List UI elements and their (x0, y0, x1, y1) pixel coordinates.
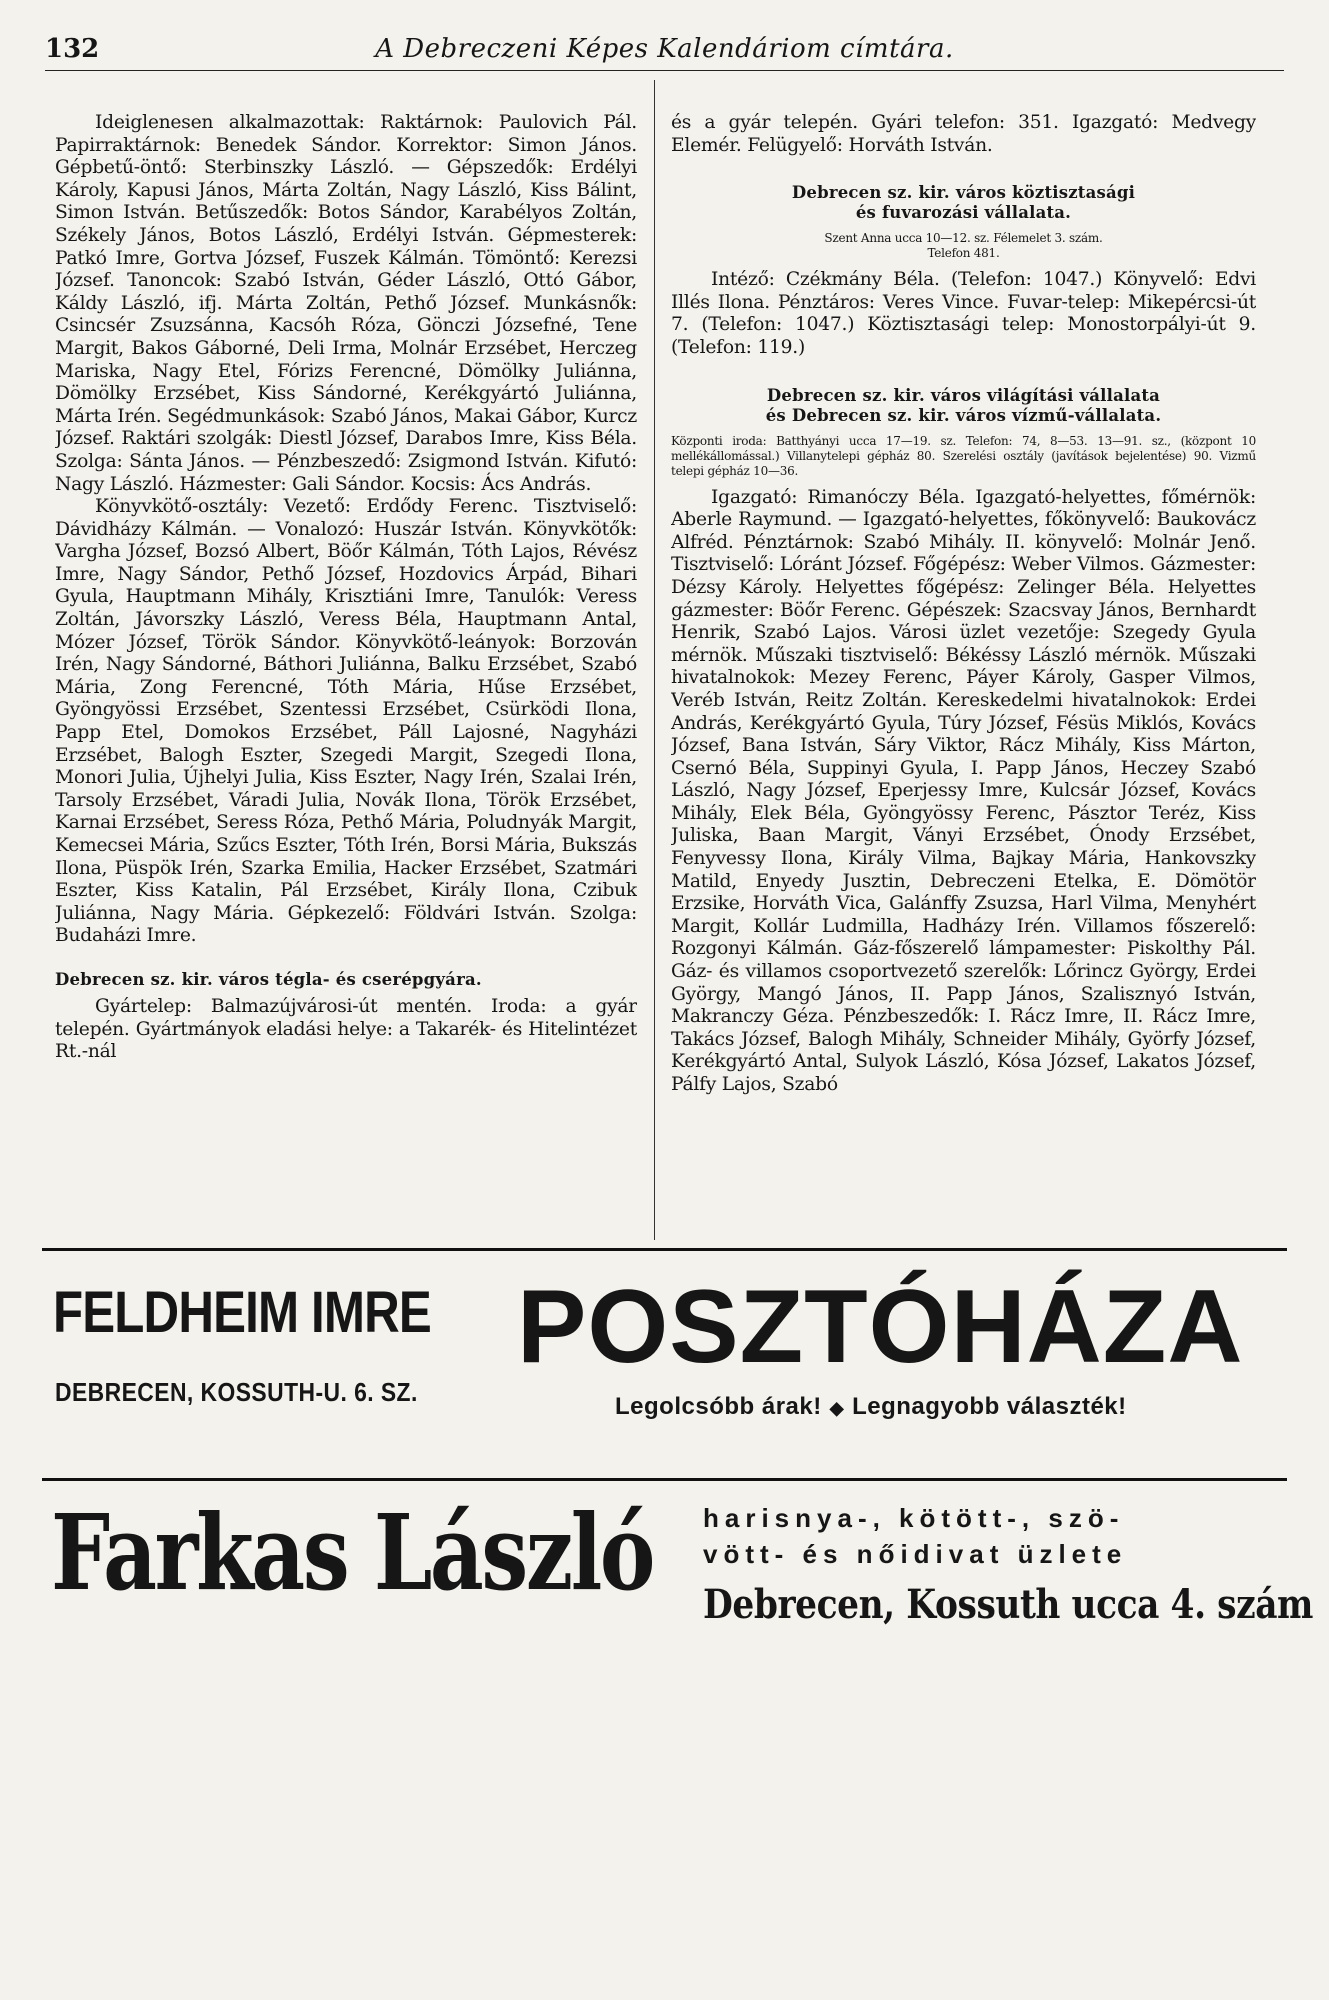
advert-feldheim-store: POSZTÓHÁZA (517, 1269, 1244, 1385)
advert-feldheim-tagline (615, 1393, 1127, 1421)
sanitation-heading-line1: Debrecen sz. kir. város köztisztasági (791, 183, 1136, 203)
utilities-office-info: Központi iroda: Batthyányi ucca 17—19. sz. Telefon: 74, 8—53. 13—91. sz., (központ 10 mellékállomással.) Villanytelepi gépház 80. Szerelési osztály (javítások bejelentése) 90. Vizmű telepi gépház 10—36. (671, 433, 1256, 478)
bookbinding-staff-paragraph: Könyvkötő-osztály: Vezető: Erdődy Ferenc. Tisztviselő: Dávidházy Kálmán. — Vonalozó: Huszár István. Könyvkötők: Vargha József, Bozsó Albert, Böőr Kálmán, Tóth Lajos, Révész Imre, Nagy Sándor, Pethő József, Hozdovics Árpád, Bihari Gyula, Hauptmann Mihály, Krisztiáni Imre, Tanulók: Veress Zoltán, Jávorszky László, Veress Béla, Hauptmann Antal, Mózer József, Török Sándor. Könyvkötő-leányok: Borzován Irén, Nagy Sándorné, Báthori Juliánna, Balku Erzsébet, Szabó Mária, Zong Ferencné, Tóth Mária, Hűse Erzsébet, Gyöngyössi Erzsébet, Szentessi Erzsébet, Csürködi Ilona, Papp Etel, Domokos Erzsébet, Páll Lajosné, Nagyházi Erzsébet, Balogh Eszter, Szegedi Margit, Szegedi Ilona, Monori Julia, Újhelyi Julia, Kiss Eszter, Nagy Irén, Szalai Irén, Tarsoly Erzsébet, Váradi Julia, Novák Ilona, Török Erzsébet, Karnai Erzsébet, Seress Róza, Pethő Mária, Poludnyák Margit, Kemecsei Mária, Szűcs Eszter, Tóth Irén, Borsi Mária, Bukszás Ilona, Püspök Irén, Szarka Emilia, Hacker Erzsébet, Szatmári Eszter, Kiss Katalin, Pál Erzsébet, Király Ilona, Czibuk Juliánna, Nagy Mária. Gépkezelő: Földvári István. Szolga: Budaházi Imre. (55, 496, 637, 947)
advert-top-rule (42, 1248, 1287, 1251)
advert-farkas-name: Farkas László (51, 1491, 654, 1614)
page-number: 132 (45, 34, 100, 64)
left-column (55, 112, 637, 1238)
diamond-separator-icon: ◆ (829, 1398, 845, 1418)
utilities-heading (671, 386, 1256, 426)
utilities-text: Igazgató: Rimanóczy Béla. Igazgató-helyettes, főmérnök: Aberle Raymund. — Igazgató-helyettes, főkönyvelő: Baukovácz Alfréd. Pénztárnok: Szabó Mihály. II. könyvelő: Molnár Jenő. Tisztviselő: Lóránt József. Főgépész: Weber Vilmos. Gázmester: Dézsy Károly. Helyettes főgépész: Zelinger Béla. Helyettes gázmester: Böőr Ferenc. Gépészek: Szacsvay János, Bernhardt Henrik, Szabó Lajos. Városi üzlet vezetője: Szegedy Gyula mérnök. Műszaki tisztviselő: Békéssy László mérnök. Műszaki hivatalnokok: Mezey Ferenc, Páyer Károly, Gasper Vilmos, Veréb István, Reitz Zoltán. Kereskedelmi hivatalnokok: Erdei András, Kerékgyártó Gyula, Túry József, Fésüs Miklós, Kovács József, Bana István, Sáry Viktor, Rácz Mihály, Kiss Márton, Csernó Béla, Suppinyi Gyula, I. Papp János, Heczey Szabó László, Nagy József, Eperjessy Imre, Kulcsár József, Kovács Mihály, Elek Béla, Gyöngyössy Ferenc, Pásztor Teréz, Kiss Juliska, Baan Margit, Ványi Erzsébet, Ónody Erzsébet, Fenyvessy Ilona, Király Vilma, Bajkay Mária, Hankovszky Matild, Enyedy Jusztin, Debreczeni Etelka, E. Dömötör Erzsike, Horváth Vica, Galánffy Zsuzsa, Harl Vilma, Menyhért Margit, Kollár Ludmilla, Hadházy Irén. Villamos főszerelő: Rozgonyi Kálmán. Gáz-főszerelő lámpamester: Piskolthy Pál. Gáz- és villamos csoportvezető szerelők: Lőrincz György, Erdei György, Mangó János, II. Papp János, Szalisznyó István, Makranczy Géza. Pénzbeszedők: I. Rácz Imre, II. Rácz Imre, Takács József, Balogh Mihály, Schneider Mihály, Györfy József, Kerékgyártó Antal, Sulyok László, Kósa József, Lakatos József, Pálfy Lajos, Szabó (671, 486, 1256, 1095)
advert-feldheim-name: FELDHEIM IMRE (53, 1280, 431, 1345)
brick-factory-continuation: és a gyár telepén. Gyári telefon: 351. Igazgató: Medvegy Elemér. Felügyelő: Horváth István. (671, 112, 1256, 156)
tagline-cheapest: Legolcsóbb árak! (615, 1393, 822, 1420)
utilities-heading-line2: és Debrecen sz. kir. város vízmű-vállalata. (765, 405, 1162, 425)
advert-feldheim-address: DEBRECEN, KOSSUTH-U. 6. SZ. (55, 1377, 418, 1407)
right-column (671, 112, 1256, 1238)
sanitation-heading (671, 183, 1256, 223)
sanitation-address (671, 231, 1256, 261)
column-divider (654, 80, 655, 1240)
print-shop-staff-paragraph: Ideiglenesen alkalmazottak: Raktárnok: Paulovich Pál. Papirraktárnok: Benedek Sándor. Korrektor: Simon János. Gépbetű-öntő: Sterbinszky László. — Gépszedők: Erdélyi Károly, Kapusi János, Márta Zoltán, Nagy László, Kiss Bálint, Simon István. Betűszedők: Botos Sándor, Karabélyos Zoltán, Székely János, Botos László, Erdélyi István. Gépmesterek: Patkó Imre, Gortva József, Fuszek Kálmán. Tömöntő: Kerezsi József. Tanoncok: Szabó István, Géder László, Ottó Gábor, Káldy László, ifj. Márta Zoltán, Pethő József. Munkásnők: Csincsér Zsuzsánna, Kacsóh Róza, Gönczi Józsefné, Tene Margit, Bakos Gáborné, Deli Irma, Molnár Erzsébet, Herczeg Mariska, Nagy Etel, Fórizs Ferencné, Dömölky Juliánna, Dömölky Erzsébet, Kiss Sándorné, Kerékgyártó Juliánna, Márta Irén. Segédmunkások: Szabó János, Makai Gábor, Kurcz József. Raktári szolgák: Diestl József, Darabos Imre, Kiss Béla. Szolga: Sánta János. — Pénzbeszedő: Zsigmond István. Kifutó: Nagy László. Házmester: Gali Sándor. Kocsis: Ács András. (55, 112, 637, 495)
tagline-largest-selection: Legnagyobb választék! (852, 1393, 1127, 1420)
sanitation-address-line1: Szent Anna ucca 10—12. sz. Félemelet 3. szám. (824, 231, 1103, 246)
running-title: A Debreczeni Képes Kalendáriom címtára. (375, 34, 954, 64)
advert-farkas-line1: harisnya-, kötött-, szö- (703, 1503, 1125, 1533)
advert-farkas (45, 1491, 1314, 1707)
advert-farkas-address: Debrecen, Kossuth ucca 4. szám (703, 1581, 1314, 1628)
sanitation-text: Intéző: Czékmány Béla. (Telefon: 1047.) Könyvelő: Edvi Illés Ilona. Pénztáros: Veres Vince. Fuvar-telep: Mikepércsi-út 7. (Telefon: 1047.) Köztisztasági telep: Monostorpályi-út 9. (Telefon: 119.) (671, 269, 1256, 358)
advert-middle-rule (42, 1478, 1287, 1481)
brick-factory-heading: Debrecen sz. kir. város tégla- és cserépgyára. (55, 969, 482, 989)
sanitation-address-line2: Telefon 481. (927, 246, 1000, 261)
advert-farkas-line2: vött- és nőidivat üzlete (703, 1539, 1128, 1569)
advert-feldheim (45, 1265, 1290, 1470)
brick-factory-text: Gyártelep: Balmazújvárosi-út mentén. Iroda: a gyár telepén. Gyártmányok eladási helye: a Takarék- és Hitelintézet Rt.-nál (55, 995, 637, 1063)
sanitation-heading-line2: és fuvarozási vállalata. (855, 203, 1072, 223)
utilities-heading-line1: Debrecen sz. kir. város világítási vállalata (766, 385, 1161, 405)
running-header (45, 30, 1284, 71)
